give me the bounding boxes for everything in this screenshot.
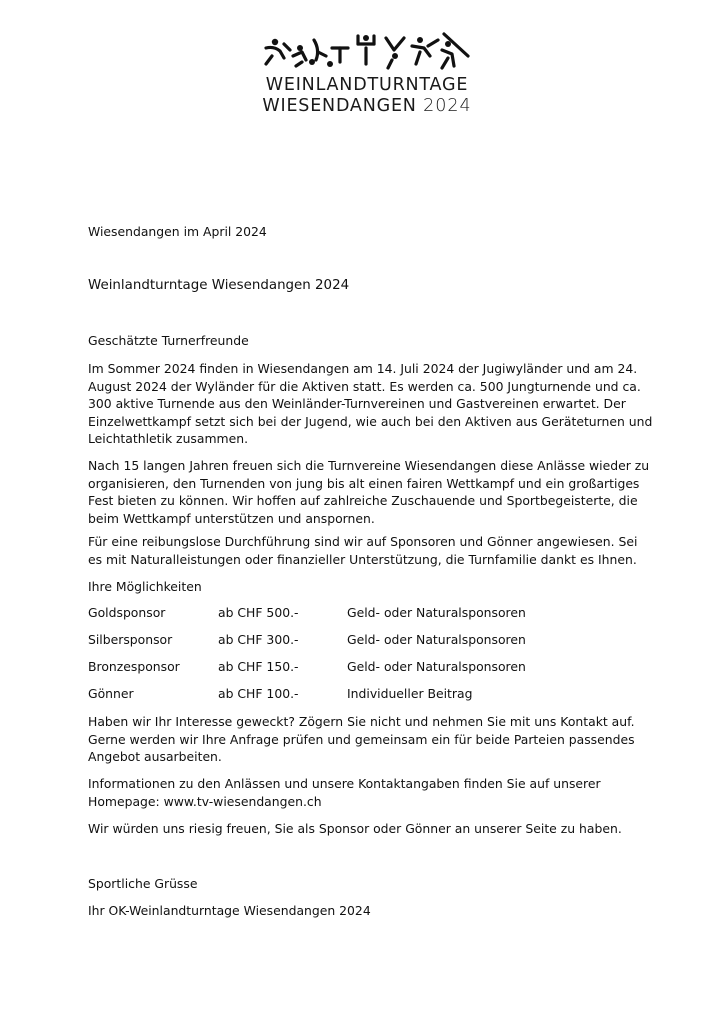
- paragraph-line: Für eine reibungslose Durchführung sind wir auf Sponsoren und Gönner angewiesen. Sei: [88, 534, 638, 549]
- paragraph-line: Einzelwettkampf setzt sich bei der Jugend, wie auch bei den Aktiven aus Geräteturnen und: [88, 413, 653, 429]
- paragraph-line: Leichtathletik zusammen.: [88, 431, 249, 446]
- logo-year: 2024: [423, 96, 472, 116]
- logo-location: WIESENDANGEN: [262, 96, 417, 116]
- paragraph-line: Informationen zu den Anlässen und unsere Kontaktangaben finden Sie auf unserer: [88, 776, 601, 791]
- option-amount: ab CHF 150.-: [218, 659, 299, 674]
- paragraph-thanks: Wir würden uns riesig freuen, Sie als Sponsor oder Gönner an unserer Seite zu haben.: [88, 821, 622, 836]
- closing: Sportliche Grüsse: [88, 876, 198, 891]
- paragraph-intro: [88, 360, 653, 448]
- option-amount: ab CHF 100.-: [218, 686, 299, 701]
- paragraph-line: es mit Naturalleistungen oder finanzieller Unterstützung, die Turnfamilie dankt es Ihnen.: [88, 551, 637, 567]
- paragraph-info: [88, 775, 644, 810]
- paragraph-history: [88, 457, 650, 527]
- option-tier: Gönner: [88, 686, 134, 701]
- option-kind: Geld- oder Naturalsponsoren: [347, 605, 526, 620]
- gymnast-pictograms-icon: [262, 26, 472, 72]
- option-tier: Bronzesponsor: [88, 659, 180, 674]
- paragraph-line: Im Sommer 2024 finden in Wiesendangen am 14. Juli 2024 der Jugiwyländer und am 24.: [88, 361, 638, 376]
- paragraph-line: Homepage: www.tv-wiesendangen.ch: [88, 793, 322, 809]
- paragraph-line: August 2024 der Wyländer für die Aktiven statt. Es werden ca. 500 Jungturnende und ca.: [88, 378, 641, 394]
- logo-subtitle: [262, 96, 472, 116]
- option-kind: Individueller Beitrag: [347, 686, 473, 701]
- signature: Ihr OK-Weinlandturntage Wiesendangen 2024: [88, 903, 371, 918]
- date-line: Wiesendangen im April 2024: [88, 224, 267, 239]
- salutation: Geschätzte Turnerfreunde: [88, 333, 249, 348]
- paragraph-line: Haben wir Ihr Interesse geweckt? Zögern Sie nicht und nehmen Sie mit uns Kontakt auf.: [88, 714, 635, 729]
- option-amount: ab CHF 300.-: [218, 632, 299, 647]
- paragraph-line: 300 aktive Turnende aus den Weinländer-Turnvereinen und Gastvereinen erwartet. Der: [88, 396, 626, 411]
- paragraph-sponsors-needed: [88, 533, 644, 568]
- paragraph-line: Fest bieten zu können. Wir hoffen auf zahlreiche Zuschauende und Sportbegeisterte, die: [88, 493, 638, 508]
- option-tier: Silbersponsor: [88, 632, 173, 647]
- paragraph-line: Nach 15 langen Jahren freuen sich die Turnvereine Wiesendangen diese Anlässe wieder zu: [88, 458, 650, 473]
- options-heading: Ihre Möglichkeiten: [88, 579, 202, 594]
- letter-subject: Weinlandturntage Wiesendangen 2024: [88, 278, 350, 293]
- option-kind: Geld- oder Naturalsponsoren: [347, 659, 526, 674]
- paragraph-line: organisieren, den Turnenden von jung bis alt einen fairen Wettkampf und ein großartiges: [88, 475, 640, 491]
- paragraph-line: Angebot ausarbeiten.: [88, 749, 222, 764]
- option-amount: ab CHF 500.-: [218, 605, 299, 620]
- paragraph-line: beim Wettkampf unterstützen und anspornen.: [88, 510, 375, 526]
- paragraph-line: Gerne werden wir Ihre Anfrage prüfen und gemeinsam ein für beide Parteien passendes: [88, 731, 635, 747]
- paragraph-contact-invite: [88, 713, 644, 766]
- logo-title: WEINLANDTURNTAGE: [265, 75, 469, 95]
- option-kind: Geld- oder Naturalsponsoren: [347, 632, 526, 647]
- option-tier: Goldsponsor: [88, 605, 166, 620]
- event-logo: [262, 26, 472, 126]
